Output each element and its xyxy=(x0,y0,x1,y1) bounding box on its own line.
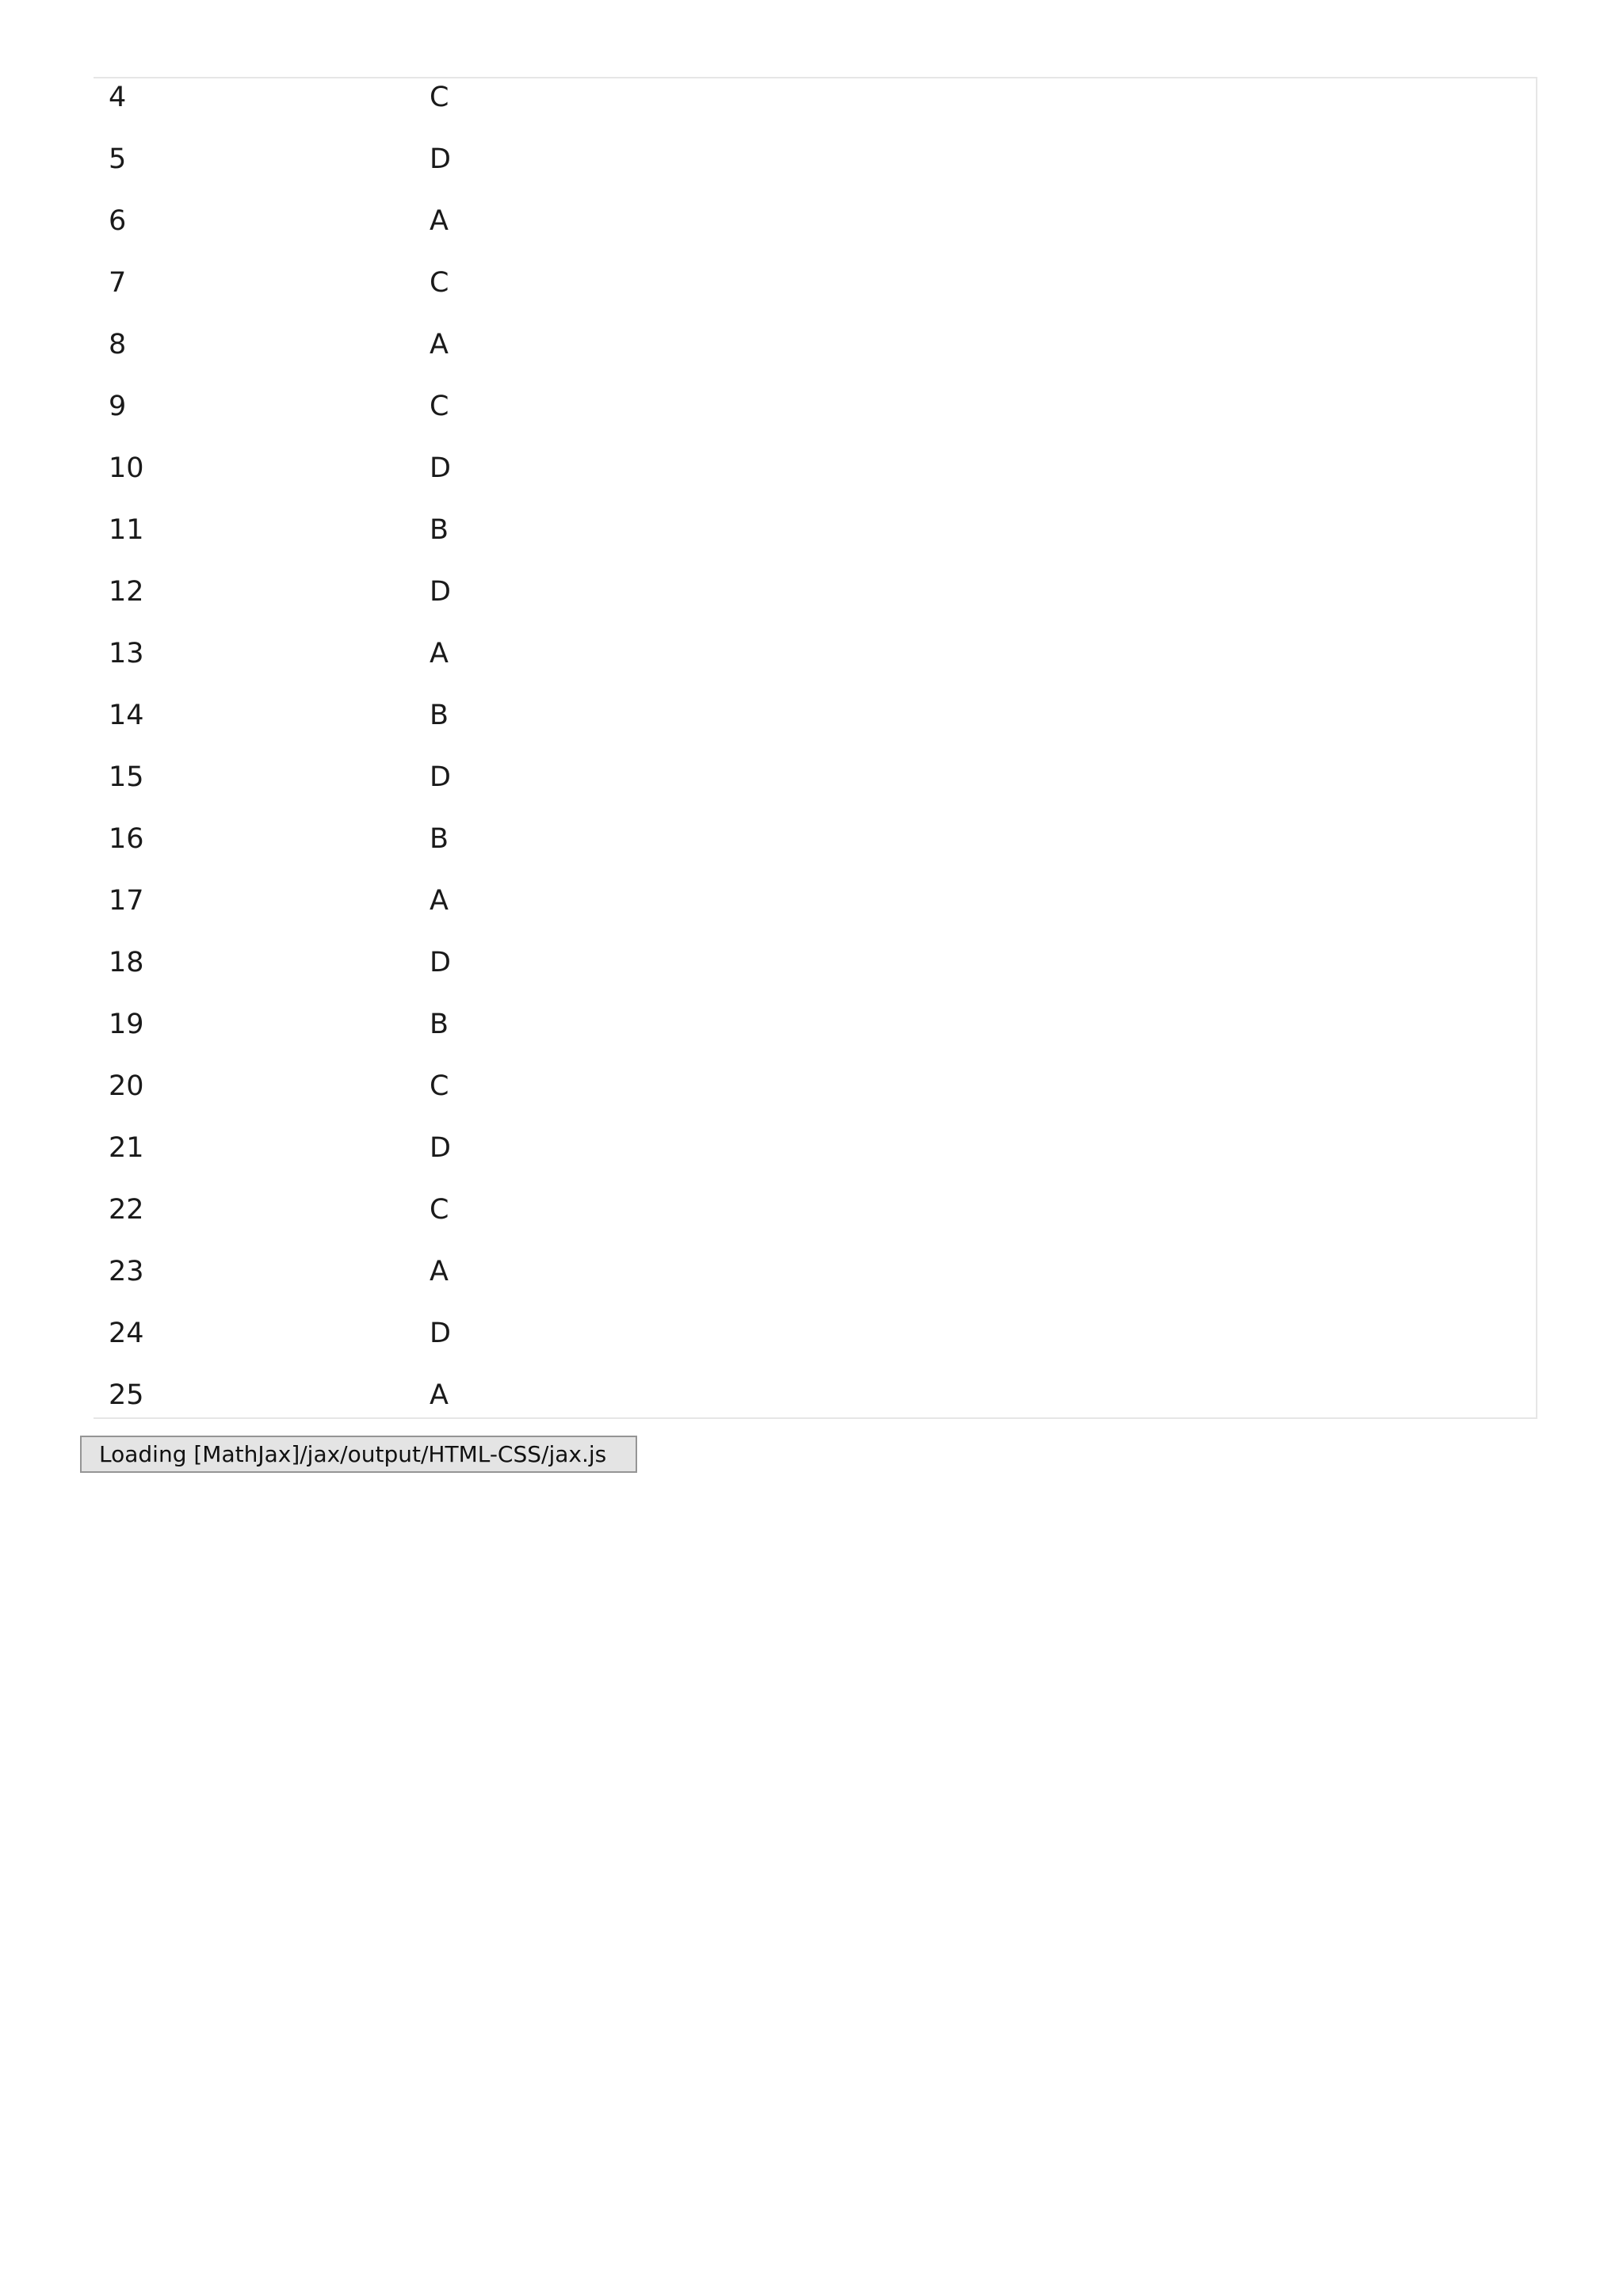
question-number: 13 xyxy=(109,638,144,669)
question-number: 10 xyxy=(109,452,144,484)
table-row xyxy=(94,574,1536,636)
table-row xyxy=(94,1007,1536,1069)
answer-letter: D xyxy=(430,947,451,978)
answer-letter: B xyxy=(430,514,449,546)
answer-letter: A xyxy=(430,1256,449,1287)
question-number: 15 xyxy=(109,761,144,793)
table-row xyxy=(94,265,1536,327)
answer-letter: D xyxy=(430,576,451,608)
answer-letter: A xyxy=(430,638,449,669)
answer-letter: D xyxy=(430,761,451,793)
table-row xyxy=(94,327,1536,389)
question-number: 25 xyxy=(109,1379,144,1411)
table-row xyxy=(94,822,1536,883)
question-number: 22 xyxy=(109,1194,144,1226)
table-row xyxy=(94,636,1536,698)
answer-letter: B xyxy=(430,700,449,731)
answer-letter: D xyxy=(430,1318,451,1349)
answer-letter: D xyxy=(430,452,451,484)
question-number: 18 xyxy=(109,947,144,978)
question-number: 24 xyxy=(109,1318,144,1349)
answer-letter: C xyxy=(430,1070,449,1102)
question-number: 6 xyxy=(109,205,127,237)
table-row xyxy=(94,760,1536,822)
question-number: 5 xyxy=(109,143,127,175)
question-number: 21 xyxy=(109,1132,144,1164)
answer-letter: C xyxy=(430,391,449,422)
question-number: 16 xyxy=(109,823,144,855)
answer-letter: A xyxy=(430,885,449,917)
table-row xyxy=(94,1316,1536,1378)
table-row xyxy=(94,80,1536,142)
table-row xyxy=(94,142,1536,204)
answer-letter: C xyxy=(430,1194,449,1226)
table-row xyxy=(94,883,1536,945)
question-number: 8 xyxy=(109,329,127,360)
question-number: 23 xyxy=(109,1256,144,1287)
question-number: 20 xyxy=(109,1070,144,1102)
answer-letter: D xyxy=(430,143,451,175)
table-row xyxy=(94,945,1536,1007)
question-number: 7 xyxy=(109,267,127,299)
table-row xyxy=(94,204,1536,265)
table-row xyxy=(94,389,1536,451)
answer-letter: C xyxy=(430,267,449,299)
table-row xyxy=(94,1131,1536,1192)
mathjax-loading-message: Loading [MathJax]/jax/output/HTML-CSS/jax.js xyxy=(80,1436,637,1473)
table-row xyxy=(94,1378,1536,1440)
answer-letter: B xyxy=(430,1009,449,1040)
answer-letter: A xyxy=(430,205,449,237)
answer-letter: A xyxy=(430,329,449,360)
table-row xyxy=(94,1254,1536,1316)
question-number: 19 xyxy=(109,1009,144,1040)
table-row xyxy=(94,1069,1536,1131)
answer-letter: A xyxy=(430,1379,449,1411)
answer-letter: D xyxy=(430,1132,451,1164)
question-number: 12 xyxy=(109,576,144,608)
question-number: 14 xyxy=(109,700,144,731)
question-number: 9 xyxy=(109,391,127,422)
question-number: 17 xyxy=(109,885,144,917)
table-row xyxy=(94,451,1536,513)
table-row xyxy=(94,698,1536,760)
table-row xyxy=(94,1192,1536,1254)
question-number: 11 xyxy=(109,514,144,546)
table-row xyxy=(94,513,1536,574)
answer-letter: C xyxy=(430,82,449,113)
answer-letter: B xyxy=(430,823,449,855)
answer-key-table xyxy=(94,77,1537,1419)
question-number: 4 xyxy=(109,82,127,113)
